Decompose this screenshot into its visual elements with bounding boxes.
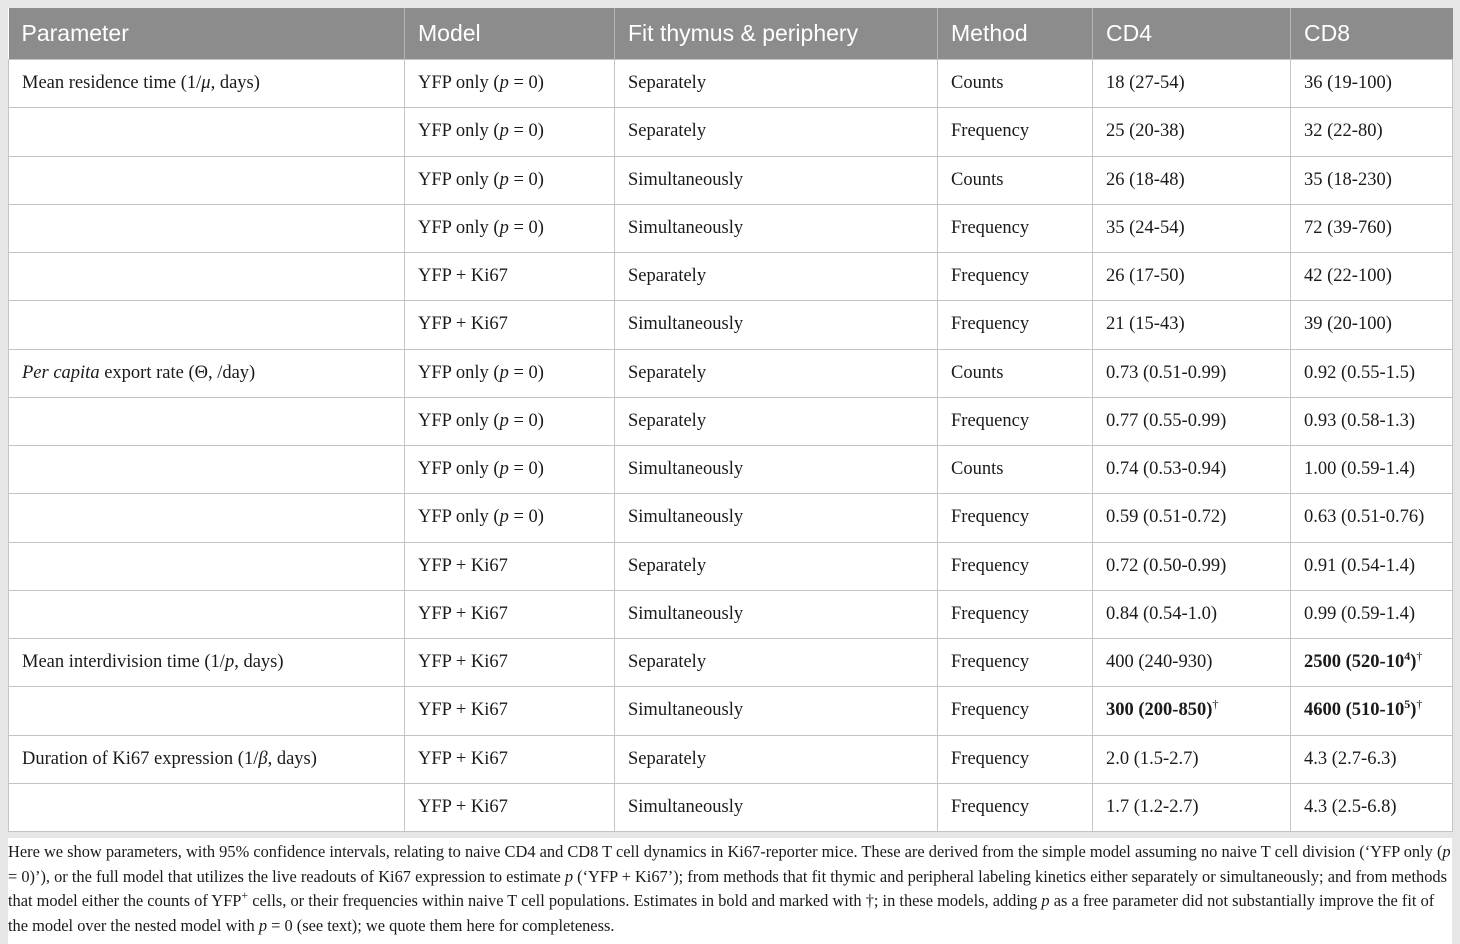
- header-parameter: Parameter: [9, 8, 405, 60]
- table-row: [9, 60, 1453, 108]
- cell-fit: Separately: [615, 639, 938, 687]
- cell-fit: Separately: [615, 108, 938, 156]
- cell-fit: Separately: [615, 253, 938, 301]
- cell-cd8: 0.99 (0.59-1.4): [1291, 590, 1453, 638]
- cell-model: YFP + Ki67: [405, 639, 615, 687]
- header-cd4: CD4: [1093, 8, 1291, 60]
- cell-model: YFP only (p = 0): [405, 60, 615, 108]
- cell-fit: Separately: [615, 542, 938, 590]
- cell-cd8: 0.63 (0.51-0.76): [1291, 494, 1453, 542]
- cell-method: Frequency: [938, 639, 1093, 687]
- cell-parameter: [9, 446, 405, 494]
- cell-method: Counts: [938, 446, 1093, 494]
- cell-parameter: [9, 397, 405, 445]
- cell-fit: Simultaneously: [615, 204, 938, 252]
- cell-cd8: 2500 $(520-10^4)^\dagger$: [1291, 639, 1453, 687]
- table-row: [9, 590, 1453, 638]
- cell-cd8: 35 (18-230): [1291, 156, 1453, 204]
- cell-cd4: 0.59 (0.51-0.72): [1093, 494, 1291, 542]
- cell-method: Frequency: [938, 301, 1093, 349]
- table-caption: Here we show parameters, with 95% confidence intervals, relating to naive CD4 and CD8 T cell dynamics in Ki67-reporter mice. These are derived from the simple model assuming no naive T cell division (‘YFP only (p = 0)’), or the full model that utilizes the live readouts of Ki67 expression to estimate p (‘YFP + Ki67’); from methods that fit thymic and peripheral labeling kinetics either separately or simultaneously; and from methods that model either the counts of YFP+ cells, or their frequencies within naive T cell populations. Estimates in bold and marked with †; in these models, adding p as a free parameter did not substantially improve the fit of the model over the nested model with p = 0 (see text); we quote them here for completeness.: [8, 838, 1452, 944]
- cell-parameter: [9, 156, 405, 204]
- table-row: [9, 204, 1453, 252]
- cell-cd4: 35 (24-54): [1093, 204, 1291, 252]
- cell-method: Counts: [938, 349, 1093, 397]
- cell-method: Frequency: [938, 108, 1093, 156]
- table-row: [9, 735, 1453, 783]
- cell-method: Frequency: [938, 397, 1093, 445]
- cell-parameter: [9, 783, 405, 831]
- cell-cd8: 0.92 (0.55-1.5): [1291, 349, 1453, 397]
- cell-model: YFP only (p = 0): [405, 156, 615, 204]
- header-cd8: CD8: [1291, 8, 1453, 60]
- cell-method: Frequency: [938, 494, 1093, 542]
- cell-cd4: 1.7 (1.2-2.7): [1093, 783, 1291, 831]
- cell-parameter: [9, 542, 405, 590]
- table-row: [9, 156, 1453, 204]
- table-row: [9, 349, 1453, 397]
- cell-cd4: 300 (200-850)†: [1093, 687, 1291, 735]
- cell-cd8: 1.00 (0.59-1.4): [1291, 446, 1453, 494]
- table-row: [9, 783, 1453, 831]
- cell-fit: Simultaneously: [615, 783, 938, 831]
- cell-cd4: 26 (17-50): [1093, 253, 1291, 301]
- cell-method: Frequency: [938, 253, 1093, 301]
- cell-cd8: 72 (39-760): [1291, 204, 1453, 252]
- cell-fit: Simultaneously: [615, 687, 938, 735]
- cell-fit: Simultaneously: [615, 590, 938, 638]
- cell-model: YFP only (p = 0): [405, 446, 615, 494]
- table-row: [9, 542, 1453, 590]
- cell-model: YFP only (p = 0): [405, 108, 615, 156]
- cell-model: YFP + Ki67: [405, 687, 615, 735]
- cell-cd4: 18 (27-54): [1093, 60, 1291, 108]
- table-row: [9, 253, 1453, 301]
- table-row: [9, 301, 1453, 349]
- cell-parameter: [9, 204, 405, 252]
- header-method: Method: [938, 8, 1093, 60]
- cell-parameter: [9, 108, 405, 156]
- parameter-table: [8, 8, 1453, 832]
- cell-cd8: 4600 $(510-10^5)^\dagger$: [1291, 687, 1453, 735]
- cell-cd8: 4.3 (2.7-6.3): [1291, 735, 1453, 783]
- cell-model: YFP + Ki67: [405, 783, 615, 831]
- cell-fit: Simultaneously: [615, 301, 938, 349]
- cell-parameter: Mean interdivision time (1/p, days): [9, 639, 405, 687]
- cell-fit: Separately: [615, 397, 938, 445]
- cell-method: Frequency: [938, 590, 1093, 638]
- cell-model: YFP + Ki67: [405, 253, 615, 301]
- cell-model: YFP only (p = 0): [405, 397, 615, 445]
- cell-method: Frequency: [938, 204, 1093, 252]
- cell-fit: Simultaneously: [615, 156, 938, 204]
- cell-model: YFP + Ki67: [405, 590, 615, 638]
- cell-fit: Separately: [615, 735, 938, 783]
- cell-cd8: 42 (22-100): [1291, 253, 1453, 301]
- cell-parameter: Mean residence time (1/μ, days): [9, 60, 405, 108]
- header-fit: Fit thymus & periphery: [615, 8, 938, 60]
- cell-cd8: 32 (22-80): [1291, 108, 1453, 156]
- table-row: [9, 687, 1453, 735]
- cell-cd8: 36 (19-100): [1291, 60, 1453, 108]
- cell-cd4: 21 (15-43): [1093, 301, 1291, 349]
- header-row: [9, 8, 1453, 60]
- cell-cd8: 4.3 (2.5-6.8): [1291, 783, 1453, 831]
- cell-method: Frequency: [938, 735, 1093, 783]
- cell-method: Frequency: [938, 687, 1093, 735]
- cell-parameter: Per capita export rate (Θ, /day): [9, 349, 405, 397]
- cell-cd4: 26 (18-48): [1093, 156, 1291, 204]
- table-row: [9, 494, 1453, 542]
- cell-parameter: Duration of Ki67 expression (1/β, days): [9, 735, 405, 783]
- cell-cd4: 0.74 (0.53-0.94): [1093, 446, 1291, 494]
- cell-model: YFP + Ki67: [405, 735, 615, 783]
- cell-fit: Separately: [615, 349, 938, 397]
- table-row: [9, 108, 1453, 156]
- cell-parameter: [9, 494, 405, 542]
- cell-model: YFP only (p = 0): [405, 349, 615, 397]
- cell-parameter: [9, 590, 405, 638]
- cell-cd8: 0.93 (0.58-1.3): [1291, 397, 1453, 445]
- table-row: [9, 639, 1453, 687]
- cell-cd4: 400 (240-930): [1093, 639, 1291, 687]
- cell-cd8: 0.91 (0.54-1.4): [1291, 542, 1453, 590]
- header-model: Model: [405, 8, 615, 60]
- cell-fit: Separately: [615, 60, 938, 108]
- cell-fit: Simultaneously: [615, 494, 938, 542]
- cell-parameter: [9, 301, 405, 349]
- cell-model: YFP only (p = 0): [405, 494, 615, 542]
- cell-cd4: 25 (20-38): [1093, 108, 1291, 156]
- cell-method: Counts: [938, 156, 1093, 204]
- cell-cd4: 0.84 (0.54-1.0): [1093, 590, 1291, 638]
- cell-model: YFP only (p = 0): [405, 204, 615, 252]
- cell-model: YFP + Ki67: [405, 542, 615, 590]
- table-row: [9, 397, 1453, 445]
- cell-cd4: 0.72 (0.50-0.99): [1093, 542, 1291, 590]
- cell-cd4: 0.77 (0.55-0.99): [1093, 397, 1291, 445]
- cell-parameter: [9, 253, 405, 301]
- table-row: [9, 446, 1453, 494]
- cell-model: YFP + Ki67: [405, 301, 615, 349]
- cell-parameter: [9, 687, 405, 735]
- cell-fit: Simultaneously: [615, 446, 938, 494]
- cell-cd8: 39 (20-100): [1291, 301, 1453, 349]
- cell-cd4: 0.73 (0.51-0.99): [1093, 349, 1291, 397]
- cell-method: Frequency: [938, 542, 1093, 590]
- cell-cd4: 2.0 (1.5-2.7): [1093, 735, 1291, 783]
- cell-method: Frequency: [938, 783, 1093, 831]
- cell-method: Counts: [938, 60, 1093, 108]
